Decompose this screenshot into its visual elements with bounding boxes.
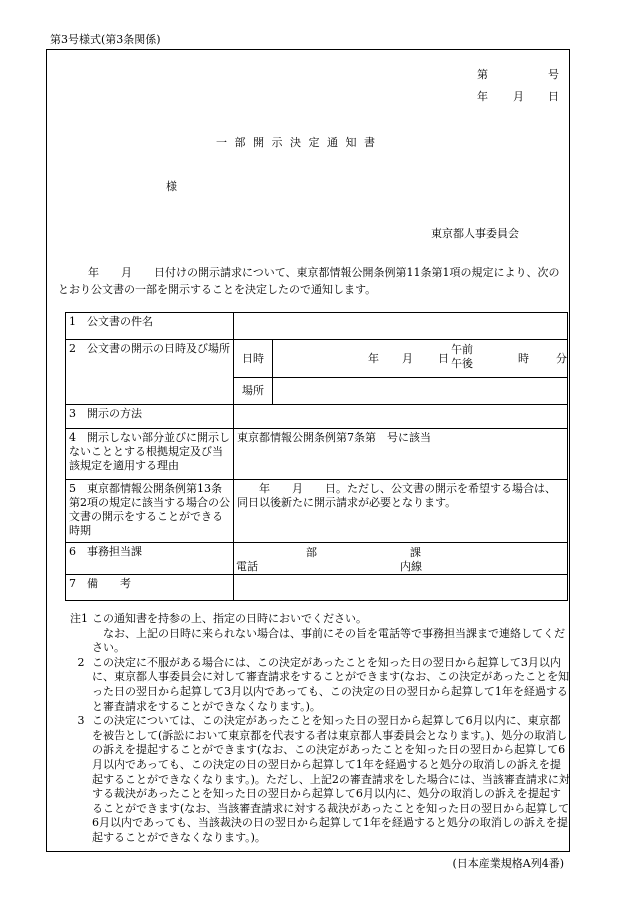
row1-label: 1 公文書の件名 xyxy=(66,313,234,340)
row3-label: 3 開示の方法 xyxy=(66,405,234,429)
dt-hour: 時 xyxy=(518,352,529,365)
dt-am: 午前 xyxy=(451,343,473,356)
disclosure-table xyxy=(65,312,568,601)
number-prefix: 第 xyxy=(477,68,488,81)
note-1-continued: なお、上記の日時に来られない場合は、事前にその旨を電話等で事務担当課まで連絡してください。 xyxy=(92,626,565,655)
row4-value: 東京都情報公開条例第7条第 号に該当 xyxy=(234,429,568,480)
place-label: 場所 xyxy=(242,384,264,397)
datetime-label: 日時 xyxy=(242,352,264,365)
date-day: 日 xyxy=(548,90,559,103)
phone-label: 電話 xyxy=(236,560,258,573)
notes xyxy=(70,612,570,846)
row5-value: 年 月 日。ただし、公文書の開示を希望する場合は、同日以後新たに開示請求が必要となります。 xyxy=(234,480,568,543)
form-label: 第3号様式(第3条関係) xyxy=(50,33,161,46)
note-2 xyxy=(70,656,570,714)
date-year: 年 xyxy=(477,90,488,103)
section-label: 課 xyxy=(410,546,421,559)
intro-paragraph: 年 月 日付けの開示請求について、東京都情報公開条例第11条第1項の規定により、次のとおり公文書の一部を開示することを決定したので通知します。 xyxy=(58,266,560,296)
note-1-text: この通知書を持参の上、指定の日時においでください。 xyxy=(92,612,367,625)
row6-value xyxy=(234,543,568,575)
note-3-text: この決定については、この決定があったことを知った日の翌日から起算して6月以内に、東京都を被告として(訴訟において東京都を代表する者は東京都人事委員会となります。)、処分の取消しの訴えを提起することができます(なお、この決定があったことを知った日の翌日から起算して6月以内であっても、この決定の日の翌日から起算して1年を経過すると処分の取消しの訴えを提起することができなくなります。)。ただし、上記2の審査請求をした場合には、当該審査請求に対する裁決があったことを知った日の翌日から起算して6月以内に、処分の取消しの訴えを提起することができます(なお、当該審査請求に対する裁決があったことを知った日の翌日から起算して6月以内であっても、当該裁決の日の翌日から起算して1年を経過すると処分の取消しの訴えを提起することができなくなります。)。 xyxy=(92,714,570,844)
dept-label: 部 xyxy=(306,546,317,559)
dt-year: 年 xyxy=(368,352,379,365)
note-2-mark: 2 xyxy=(77,655,85,669)
note-1 xyxy=(70,612,570,627)
row5-label: 5 東京都情報公開条例第13条第2項の規定に該当する場合の公文書の開示をすることができる時期 xyxy=(66,480,234,543)
row7-label: 7 備 考 xyxy=(66,575,234,601)
note-3 xyxy=(70,714,570,845)
addressee-suffix: 様 xyxy=(166,180,177,193)
extension-label: 内線 xyxy=(400,560,422,573)
document-title: 一 部 開 示 決 定 通 知 書 xyxy=(216,136,377,149)
row3-value xyxy=(234,405,568,429)
date-month: 月 xyxy=(513,90,524,103)
row1-value xyxy=(234,313,568,340)
issuer-name: 東京都人事委員会 xyxy=(431,227,519,240)
dt-day: 日 xyxy=(438,352,449,365)
note-1-mark: 注1 xyxy=(70,612,88,625)
note-3-mark: 3 xyxy=(77,714,85,728)
row6-label: 6 事務担当課 xyxy=(66,543,234,575)
dt-pm: 午後 xyxy=(451,357,473,370)
number-suffix: 号 xyxy=(548,68,559,81)
row7-value xyxy=(234,575,568,601)
paper-size-note: (日本産業規格A列4番) xyxy=(452,857,564,870)
note-2-text: この決定に不服がある場合には、この決定があったことを知った日の翌日から起算して3月以内に、東京都人事委員会に対して審査請求をすることができます(なお、この決定があったことを知った日の翌日から起算して3月以内であっても、この決定の日の翌日から起算して1年を経過すると審査請求をすることができなくなります。)。 xyxy=(92,655,570,713)
row2-label: 2 公文書の開示の日時及び場所 xyxy=(66,340,234,405)
row4-label: 4 開示しない部分並びに開示しないこととする根拠規定及び当該規定を適用する理由 xyxy=(66,429,234,480)
dt-minute: 分 xyxy=(556,352,567,365)
dt-month: 月 xyxy=(402,352,413,365)
row2-value xyxy=(234,340,568,405)
